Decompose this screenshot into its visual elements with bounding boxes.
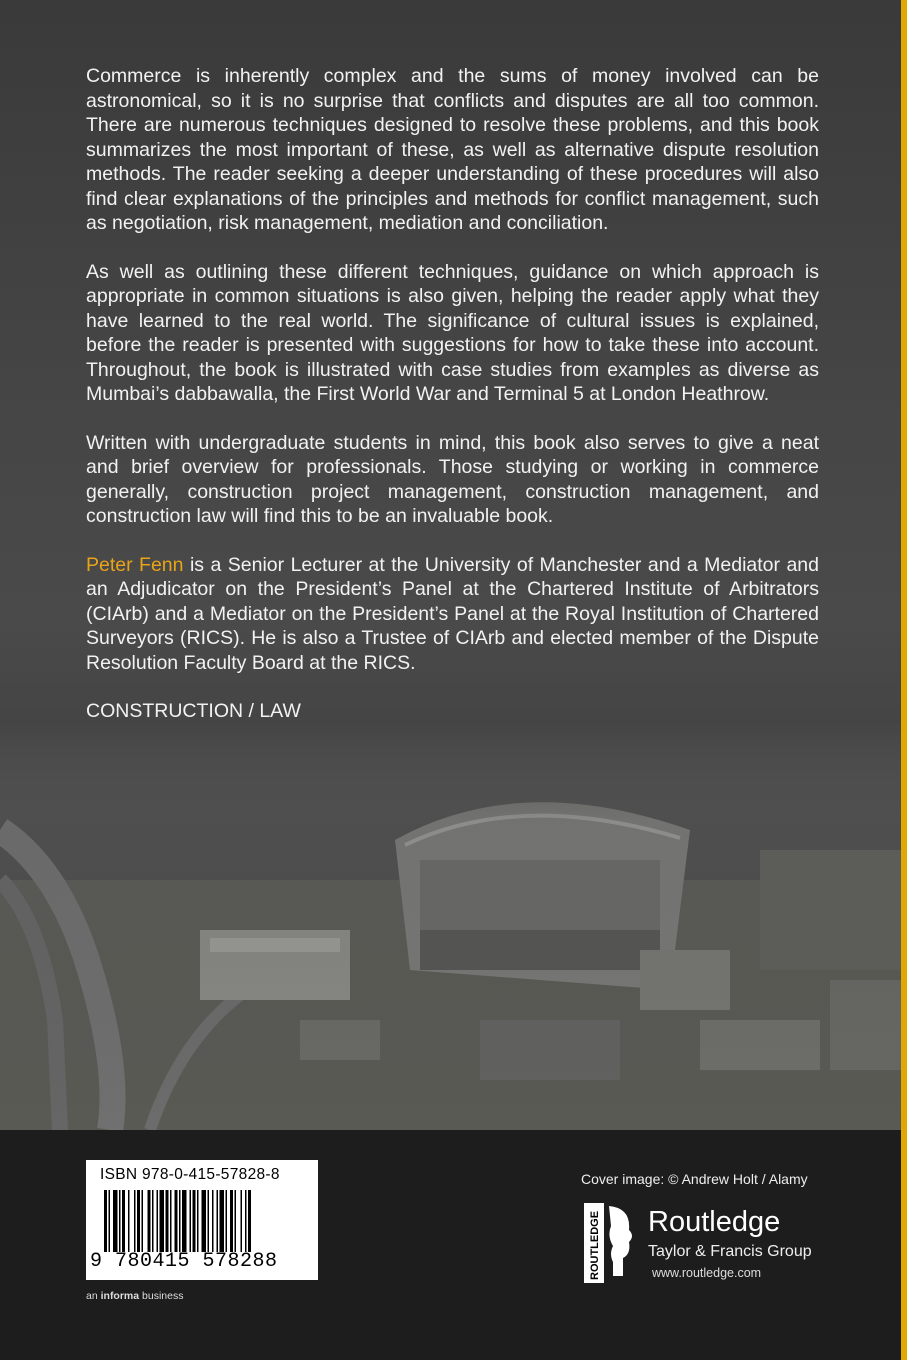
publisher-group: Taylor & Francis Group (648, 1243, 812, 1260)
publisher-url[interactable]: www.routledge.com (652, 1266, 762, 1280)
author-bio (86, 553, 819, 676)
barcode-bar (220, 1190, 225, 1252)
barcode-bar (142, 1190, 144, 1252)
barcode-bar (109, 1190, 111, 1252)
barcode-bar (137, 1190, 140, 1252)
aerial-construction-photo (0, 720, 907, 1130)
description-text (86, 64, 819, 748)
barcode-bar (202, 1190, 207, 1252)
bottom-panel (0, 1130, 907, 1360)
barcode-bar (182, 1190, 187, 1252)
barcode-bar (160, 1190, 165, 1252)
cover-credit: Cover image: © Andrew Holt / Alamy (581, 1171, 808, 1187)
barcode-bar (248, 1190, 251, 1252)
isbn-digits: 9 780415 578288 (90, 1250, 278, 1273)
author-bio-text: is a Senior Lecturer at the University of Manchester and a Mediator and an Adjudicator on the President’s Panel at the Chartered Institute of Arbitrators (CIArb) and a Mediator on the President’s Panel at the Royal Institution of Chartered Surveyors (RICS). He is also a Trustee of CIArb and elected member of the Dispute Resolution Faculty Board at the RICS. (86, 553, 819, 674)
barcode-bar (193, 1190, 196, 1252)
barcode-bar (134, 1190, 136, 1252)
barcode-bar (226, 1190, 228, 1252)
informa-tagline (86, 1290, 183, 1302)
author-name: Peter Fenn (86, 553, 184, 576)
subject-category: CONSTRUCTION / LAW (86, 700, 301, 722)
barcode-bar (212, 1190, 214, 1252)
informa-prefix: an (86, 1290, 101, 1302)
barcode-bar (113, 1190, 118, 1252)
barcode-bar (119, 1190, 121, 1252)
barcode-bar (170, 1190, 172, 1252)
barcode-bar (208, 1190, 210, 1252)
routledge-logo-icon (583, 1202, 639, 1284)
barcode-bar (148, 1190, 151, 1252)
informa-suffix: business (139, 1290, 184, 1302)
description-paragraph-3: Written with undergraduate students in mind, this book also serves to give a neat and brief overview for professionals. Those studying or working in commerce generally, construction project management, construction management, and construction law will find this to be an invaluable book. (86, 431, 819, 527)
barcode-bar (104, 1190, 107, 1252)
barcode-bar (197, 1190, 199, 1252)
barcode-bar (166, 1190, 169, 1252)
barcode-bar (245, 1190, 247, 1252)
barcode-bars (104, 1190, 304, 1252)
informa-brand: informa (100, 1290, 140, 1302)
barcode-bar (128, 1190, 130, 1252)
isbn-barcode (86, 1160, 318, 1280)
description-paragraph-1: Commerce is inherently complex and the sums of money involved can be astronomical, so it is no surprise that conflicts and disputes are all too common. There are numerous techniques designed to resolve these problems, and this book summarizes the most important of these, as well as alternative dispute resolution methods. The reader seeking a deeper understanding of these procedures will also find clear explanations of the principles and methods for conflict management, such as negotiation, risk management, mediation and conciliation. (86, 65, 819, 234)
barcode-bar (217, 1190, 219, 1252)
barcode-bar (157, 1190, 159, 1252)
barcode-bar (241, 1190, 243, 1252)
isbn-label: ISBN 978-0-415-57828-8 (100, 1166, 280, 1183)
barcode-bar (122, 1190, 125, 1252)
barcode-bar (230, 1190, 233, 1252)
barcode-bar (175, 1190, 178, 1252)
description-paragraph-2: As well as outlining these different techniques, guidance on which approach is appropriate in common situations is also given, helping the reader apply what they have learned to the real world. The significance of cultural issues is explained, before the reader is presented with suggestions for how to take these into account. Throughout, the book is illustrated with case studies from examples as diverse as Mumbai’s dabbawalla, the First World War and Terminal 5 at London Heathrow. (86, 260, 819, 405)
barcode-bar (190, 1190, 192, 1252)
barcode-bar (152, 1190, 154, 1252)
publisher-name: Routledge (648, 1206, 781, 1238)
routledge-logo-text: ROUTLEDGE (589, 1210, 601, 1280)
spine-edge-stripe (901, 0, 907, 1360)
barcode-bar (235, 1190, 237, 1252)
barcode-bar (179, 1190, 181, 1252)
